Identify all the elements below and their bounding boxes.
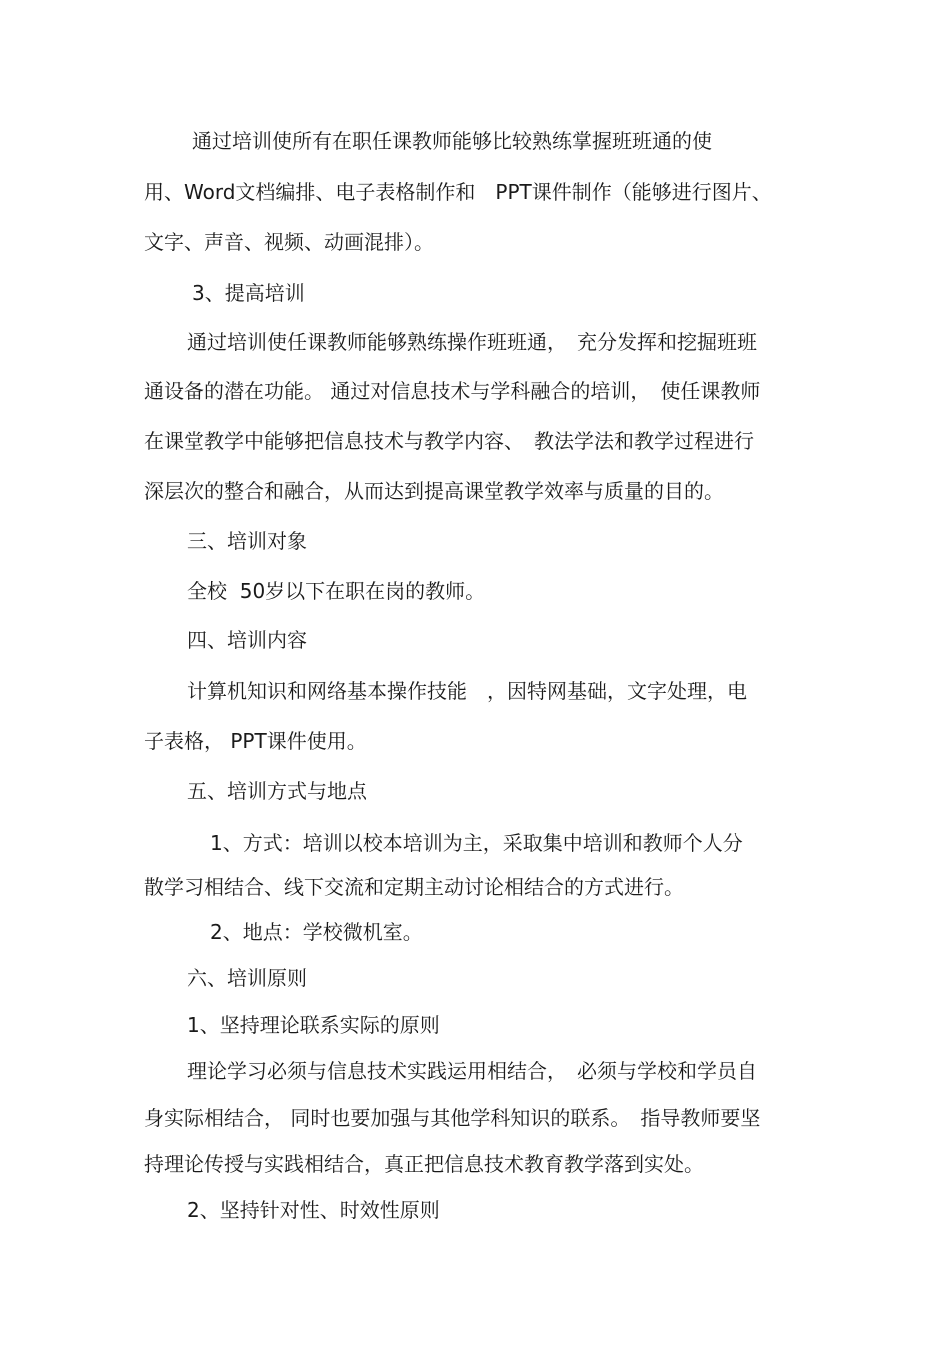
paragraph-line-22: 持理论传授与实践相结合，真正把信息技术教育教学落到实处。 [144, 1152, 704, 1176]
paragraph-line-2: 用、Word文档编排、电子表格制作和 PPT课件制作（能够进行图片、 [144, 180, 772, 204]
paragraph-line-10: 全校 50岁以下在职在岗的教师。 [187, 579, 486, 603]
paragraph-line-15: 1、方式：培训以校本培训为主，采取集中培训和教师个人分 [210, 831, 743, 855]
paragraph-line-17: 2、地点：学校微机室。 [210, 920, 423, 944]
section-heading-3: 3、提高培训 [192, 281, 305, 305]
paragraph-line-5: 通过培训使任课教师能够熟练操作班班通， 充分发挥和挖掘班班 [187, 330, 757, 354]
paragraph-line-7: 在课堂教学中能够把信息技术与教学内容、 教法学法和教学过程进行 [144, 429, 754, 453]
paragraph-line-13: 子表格， PPT课件使用。 [144, 729, 367, 753]
section-heading-content: 四、培训内容 [187, 628, 307, 652]
section-heading-method: 五、培训方式与地点 [187, 779, 367, 803]
paragraph-line-6: 通设备的潜在功能。 通过对信息技术与学科融合的培训， 使任课教师 [144, 379, 761, 403]
paragraph-line-1: 通过培训使所有在职任课教师能够比较熟练掌握班班通的使 [192, 129, 712, 153]
paragraph-line-12: 计算机知识和网络基本操作技能 ，因特网基础，文字处理，电 [187, 679, 747, 703]
paragraph-line-8: 深层次的整合和融合，从而达到提高课堂教学效率与质量的目的。 [144, 479, 724, 503]
paragraph-line-3: 文字、声音、视频、动画混排）。 [144, 230, 434, 254]
paragraph-line-21: 身实际相结合， 同时也要加强与其他学科知识的联系。 指导教师要坚 [144, 1106, 761, 1130]
subheading-principle-1: 1、坚持理论联系实际的原则 [187, 1013, 440, 1037]
section-heading-principles: 六、培训原则 [187, 966, 307, 990]
paragraph-line-20: 理论学习必须与信息技术实践运用相结合， 必须与学校和学员自 [187, 1059, 757, 1083]
subheading-principle-2: 2、坚持针对性、时效性原则 [187, 1198, 440, 1222]
paragraph-line-16: 散学习相结合、线下交流和定期主动讨论相结合的方式进行。 [144, 875, 684, 899]
section-heading-targets: 三、培训对象 [187, 529, 307, 553]
